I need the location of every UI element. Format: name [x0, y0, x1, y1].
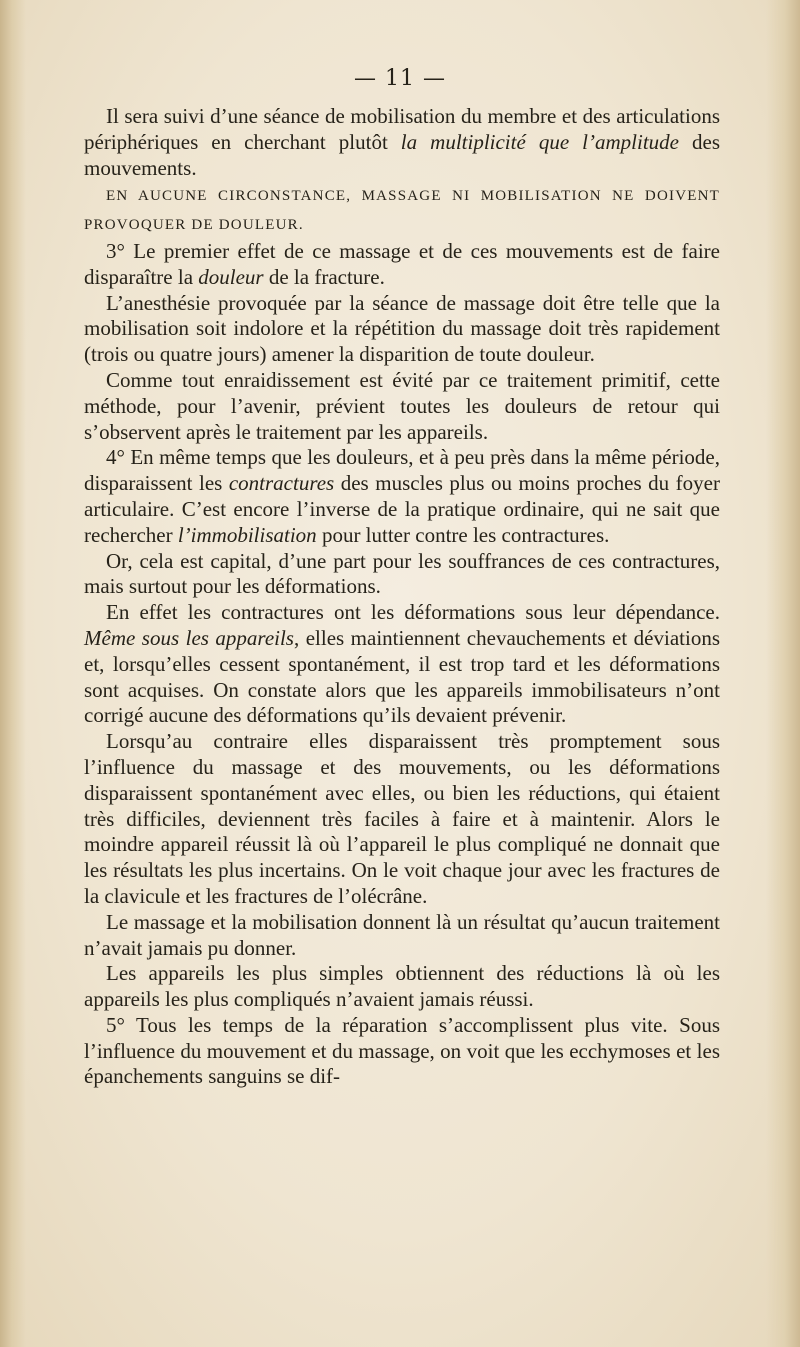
text-run: de la fracture.: [263, 264, 385, 289]
paragraph: [84, 549, 720, 601]
paragraph: [84, 729, 720, 910]
paragraph: [84, 368, 720, 445]
text-run: pour lutter contre les contractures.: [316, 522, 610, 547]
text-run: 5° Tous les temps de la réparation s’accomplissent plus vite. Sous l’influence du mouvement et du massage, on voit que les ecchymoses et les épanchements sanguins se dif-: [84, 1012, 720, 1089]
paragraph: [84, 291, 720, 368]
text-run: des muscles plus ou moins proches du foyer articulaire. C’est encore l’inverse de la pratique ordinaire, qui ne sait que rechercher: [84, 471, 720, 547]
paragraph: [84, 961, 720, 1013]
text-run: En effet les contractures ont les déformations sous leur dépendance.: [106, 600, 720, 625]
text-run: Les appareils les plus simples obtiennent des réductions là où les appareils les plus compliqués n’avaient jamais réussi.: [84, 961, 720, 1012]
italic-text: la multiplicité que l’amplitude: [400, 129, 679, 154]
text-run: Or, cela est capital, d’une part pour les souffrances de ces contractures, mais surtout pour les déformations.: [84, 548, 720, 599]
text-run: Lorsqu’au contraire elles disparaissent très promptement sous l’influence du massage et des mouvements, ou les déformations disparaissent spontanément avec elles, ou bien les réductions, qui étaient très difficiles, deviennent très faciles à faire et à maintenir. Alors le moindre appareil réussit là où l’appareil le plus compliqué ne donnait que les résultats les plus incertains. On le voit chaque jour avec les fractures de la clavicule et les fractures de l’olécrâne.: [84, 729, 720, 908]
body-text: [84, 104, 720, 1090]
paragraph: [84, 239, 720, 291]
page-edge-right: [766, 0, 800, 1347]
paragraph: [84, 181, 720, 239]
text-run: des mouvements.: [84, 129, 720, 180]
italic-text: douleur: [198, 264, 264, 289]
text-run: Il sera suivi d’une séance de mobilisation du membre et des articulations périphériques en cherchant plutôt: [84, 104, 720, 154]
text-run: Comme tout enraidissement est évité par ce traitement primitif, cette méthode, pour l’avenir, prévient toutes les douleurs de retour qui s’observent après le traitement par les appareils.: [84, 367, 720, 444]
small-caps-text: EN AUCUNE CIRCONSTANCE, MASSAGE NI MOBILISATION NE DOIVENT PROVOQUER DE DOULEUR.: [84, 188, 720, 234]
paragraph: [84, 600, 720, 729]
italic-text: Même sous les appareils: [84, 625, 294, 650]
text-run: L’anesthésie provoquée par la séance de massage doit être telle que la mobilisation soit indolore et la répétition du massage doit très rapidement (trois ou quatre jours) amener la disparition de toute douleur.: [84, 290, 720, 367]
text-run: 4° En même temps que les douleurs, et à peu près dans la même période, disparaissent les: [84, 445, 720, 496]
page-edge-left: [0, 0, 26, 1347]
paragraph: [84, 910, 720, 962]
page-number: — 11 —: [354, 66, 446, 91]
paragraph: [84, 104, 720, 181]
text-run: Le massage et la mobilisation donnent là un résultat qu’aucun traitement n’avait jamais pu donner.: [84, 909, 720, 960]
paragraph: [84, 445, 720, 548]
text-run: , elles maintiennent chevauchements et déviations et, lorsqu’elles cessent spontanément, il est trop tard et les déformations sont acquises. On constate alors que les appareils immobilisateurs n’ont corrigé aucune des déformations qu’ils devaient prévenir.: [84, 625, 721, 728]
italic-text: contractures: [228, 471, 335, 496]
paragraph: [84, 1013, 720, 1090]
text-run: 3° Le premier effet de ce massage et de ces mouvements est de faire disparaître la: [84, 238, 720, 289]
italic-text: l’immobilisation: [177, 522, 317, 547]
